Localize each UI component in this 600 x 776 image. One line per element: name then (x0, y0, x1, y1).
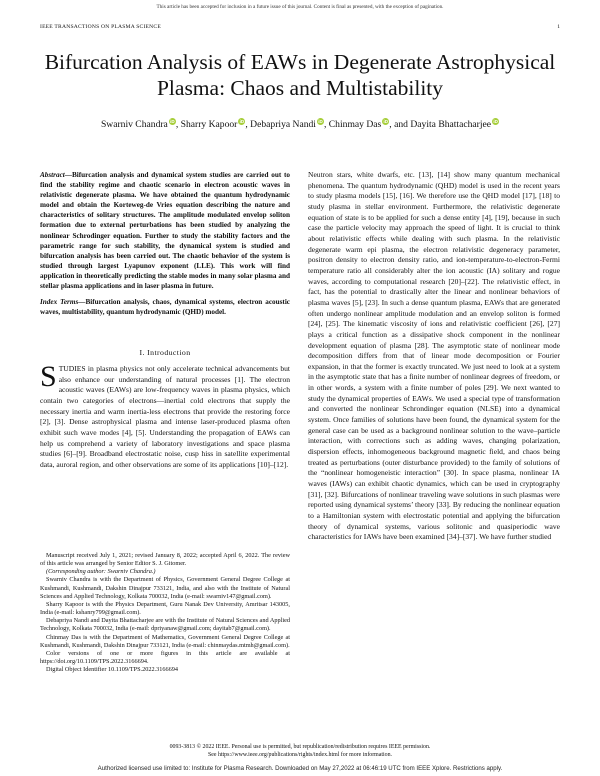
section-heading: I. Introduction (139, 348, 191, 357)
abstract (40, 170, 290, 291)
orcid-icon[interactable]: iD (493, 119, 498, 124)
author-separator: , (323, 119, 329, 131)
index-terms (40, 297, 290, 317)
footnote: (Corresponding author: Swarniv Chandra.) (46, 568, 156, 576)
intro-paragraph: TUDIES in plasma physics not only accelerate technical advancements but also enhance our understanding of natural processes [1]. The electron acoustic waves (EAWs) are low-frequency waves in plasma physics, which contain two categories of electrons—inertial cold electrons that supply the necessary inertia and warm inertia-less electrons that provide the restoring force [2], [3]. Dense astrophysical plasma and intense laser-produced plasma often exhibit such wave modes [4], [5]. Understanding the propagation of EAWs can help us comprehend a variety of laboratory investigations and space plasma studies [6]–[9]. Broadband electrostatic noise, cusp hiss in satellite experimental data, auroral region, and other observations are some of its applications [10]–[12]. (40, 364, 290, 469)
footnote: Digital Object Identifier 10.1109/TPS.2022.3166694 (46, 666, 179, 674)
paper-title: Bifurcation Analysis of EAWs in Degenerate Astrophysical Plasma: Chaos and Multistability (44, 50, 556, 100)
right-column-text: Neutron stars, white dwarfs, etc. [13], [14] show many quantum mechanical phenomena. The quantum hydrodynamic (QHD) model is used in the recent years to study plasma models [15], [16]. We therefore use the QHD model [17], [18] to study plasma in stellar environment. Furthermore, the relativistic degenerate equation of state is to be applied for such a dense entity [4], [19], because in such case the particle velocity may approach the speed of light. It is crucial to think about relativistic effects while dealing with such plasma. In the relativistic degenerate warm epi plasma, the electron relativistic degeneracy parameter, positron density to electron density ratio, and ion-temperature-to-electron-Fermi temperature ratio all considerably alter the ion acoustic (IA) solitary and rogue waves, according to computational research [20]–[22]. The relativistic effect, in fact, has the potential to drastically alter the linear and nonlinear behaviors of plasma waves [5], [23]. In such a dense quantum plasma, EAWs that are generated often undergo nonlinear amplitude modulation and an envelop soliton is formed [24], [25]. The kinematic viscosity of ions and relativistic coefficient [26], [27] plays a critical function as a dissipative shock component in the nonlinear development equation of plasma [28]. The asymptotic state of nonlinear mode decomposition differs from that of linear mode decomposition or Fourier expansion, in that the former is exactly truncated. We just need to look at a system in the asymptotic state that has a finite number of nonlinear degrees of freedom, or in other words, a system with a finite number of poles [29]. We next wanted to study the dynamical properties of EAWs. We used a special type of transformation and converted the nonlinear Schrondinger equation (NLSE) into a dynamical system. Once families of solutions have been found, the dynamical system for the general case can be used as a background nonlinear solution to the wave–particle interaction, with corrections such as adding waves, changing polarization, dispersion effects, inhomogeneous background magnetic field, and chaos being treated as perturbations (outer disturbance provided) to the family of solutions of the “nonlinear homogeneistic interaction” [30]. In space plasma, nonlinear IA waves (IAWs) can exhibit chaotic dynamics, which can be used in cryptography [31], [32]. Bifurcations of nonlinear traveling wave solutions in such plasmas were reported using dynamical systems’ theory [33]. By reducing the nonlinear equation to a Hamiltonian system with electrostatic potential and applying the bifurcation theory of dynamical systems, various solitonic and quasiperiodic wave characteristics for IAWs have been examined [34]–[37]. We have further studied (308, 170, 560, 542)
author-list (40, 118, 560, 130)
license-watermark: Authorized licensed use limited to: Institute for Plasma Research. Downloaded on May 27,2022 at 06:46:19 UTC from IEEE Xplore. Restrictions apply. (97, 765, 503, 772)
orcid-icon[interactable]: iD (239, 119, 245, 124)
orcid-icon[interactable]: iD (170, 119, 175, 124)
author-name[interactable]: Debapriya Nandi (250, 119, 316, 131)
index-terms-label: Index Terms— (40, 298, 86, 306)
author-name[interactable]: Dayita Bhattacharjee (410, 119, 492, 131)
abstract-label: Abstract— (40, 171, 72, 179)
footnote: Swarniv Chandra is with the Department of Physics, Government General Degree College at Kushmandi, Kushmandi, Dakshin Dinajpur 733121, India, and also with the Institute of Natural Sciences and Applied Technology, Kolkata 700032, India (e-mail: swarniv147@gmail.com). (40, 576, 290, 600)
author-separator: , (175, 119, 181, 131)
orcid-icon[interactable]: iD (318, 119, 323, 124)
footnote[interactable]: Color versions of one or more figures in this article are available at https://doi.org/10.1109/TPS.2022.3166694. (40, 649, 290, 666)
author-separator: , and (389, 119, 411, 131)
copyright-notice (0, 744, 600, 759)
author-name[interactable]: Swarniv Chandra (100, 119, 168, 131)
orcid-icon[interactable]: iD (383, 119, 389, 124)
author-separator: , (245, 119, 251, 131)
footnote: Chinmay Das is with the Department of Mathematics, Government General Degree College at Kushmandi, Kushmandi, Dakshin Dinajpur 733121, India (e-mail: chinmaydas.mtmh@gmail.com). (40, 633, 290, 649)
abstract-text: Bifurcation analysis and dynamical system studies are carried out to find the stability regime and chaotic scenario in electron acoustic waves in relativistic degenerate plasma. We have obtained the quantum hydrodynamic model and obtain the Korteweg-de Vries equation describing the nature and characteristics of solitary structures. The amplitude modulated envelop soliton formation due to external perturbations has been studied by analyzing the nonlinear Schrodinger equation. Further to study the stability factors and the parametric range for such stability, the dynamical system is studied and bifurcation analysis has been carried out. The chaotic behavior of the system is studied through largest Lyapunov exponent (LLE). This work will find application in theoretically predicting the stable modes in many solar plasma and stellar plasma applications and in laser plasma in future. (40, 171, 290, 291)
page-number: 1 (557, 24, 560, 30)
author-name[interactable]: Chinmay Das (328, 119, 382, 131)
drop-cap: S (40, 360, 57, 393)
footnote: Debapriya Nandi and Dayita Bhattacharjee are with the Institute of Natural Sciences and Applied Technology, Kolkata 700032, India (e-mail: dpriyanaw@gmail.com; dayitab7@gmail.com). (40, 617, 290, 633)
copyright-line: 0093-3813 © 2022 IEEE. Personal use is permitted, but republication/redistribution requires IEEE permission. (169, 744, 431, 750)
footnotes (40, 552, 290, 674)
journal-name: IEEE TRANSACTIONS ON PLASMA SCIENCE (40, 24, 161, 30)
acceptance-notice: This article has been accepted for inclusion in a future issue of this journal. Content is final as presented, with the exception of pagination. (156, 4, 444, 10)
author-name[interactable]: Sharry Kapoor (180, 119, 238, 131)
introduction-text (40, 360, 290, 471)
index-terms-text: Bifurcation analysis, chaos, dynamical systems, electron acoustic waves, multistability, quantum hydrodynamic (QHD) model. (40, 298, 291, 317)
rights-link[interactable]: See https://www.ieee.org/publications/rights/index.html for more information. (207, 751, 393, 758)
footnote: Manuscript received July 1, 2021; revised January 8, 2022; accepted April 6, 2022. The review of this article was arranged by Senior Editor S. J. Gitomer. (40, 552, 290, 568)
footnote: Sharry Kapoor is with the Physics Department, Guru Nanak Dev University, Amritsar 143005, India (e-mail: kshanry799@gmail.com). (40, 600, 290, 617)
